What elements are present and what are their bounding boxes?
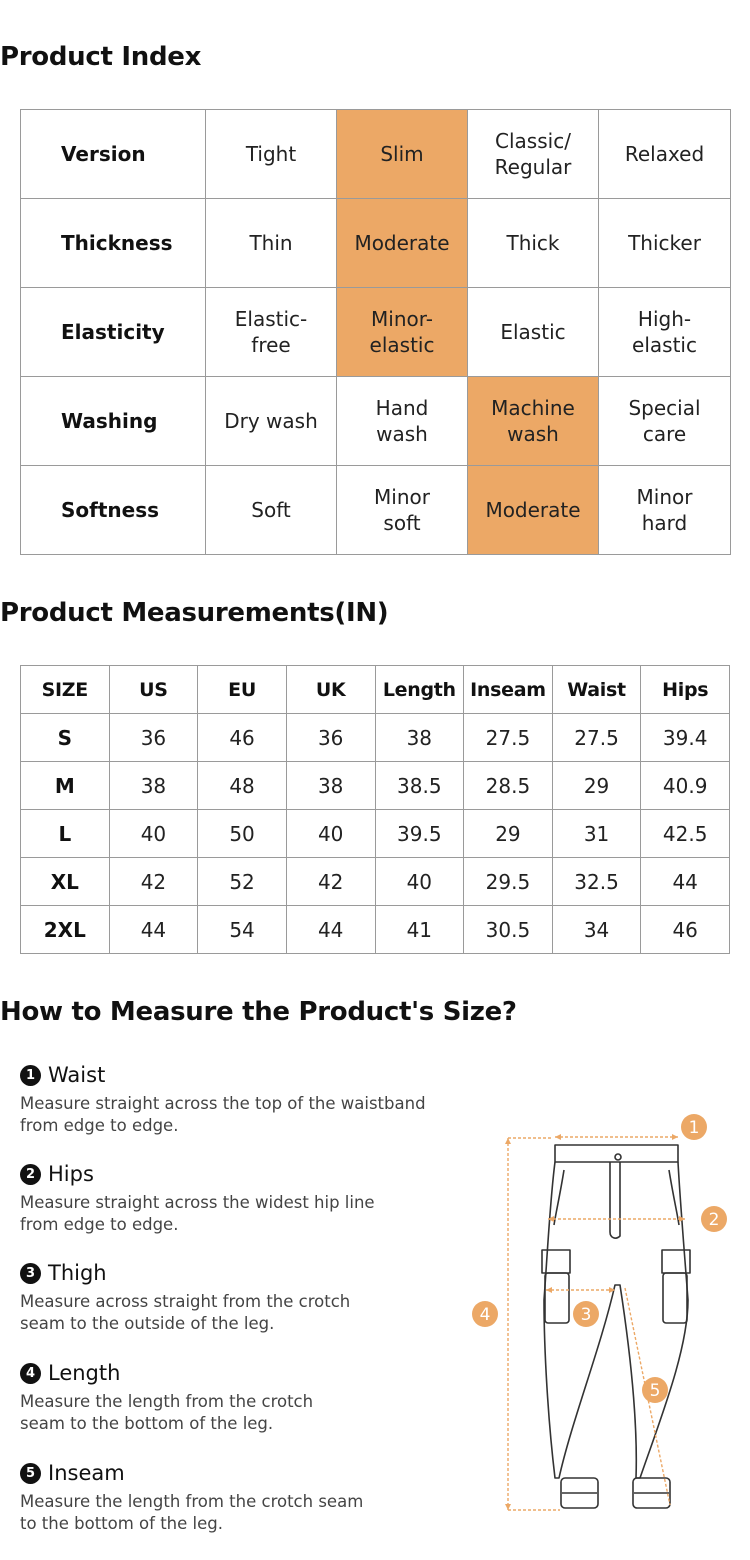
step-description: Measure straight across the widest hip line from edge to edge. [20,1193,375,1234]
measurement-value: 44 [109,906,198,954]
measurements-row [21,762,730,810]
svg-text:1: 1 [688,1118,700,1138]
step-title: Length [48,1361,121,1385]
index-cell: Relaxed [599,110,731,199]
index-cell: Hand wash [337,377,468,466]
marker-4 [472,1301,498,1327]
measurement-value: 38 [286,762,375,810]
measurement-value: 31 [552,810,641,858]
measurements-header-cell: EU [198,666,287,714]
measurement-value: 39.5 [375,810,464,858]
index-cell: Dry wash [206,377,337,466]
measurement-value: 40 [109,810,198,858]
measurement-value: 42 [109,858,198,906]
index-cell-selected: Moderate [337,199,468,288]
step-number-badge: 4 [20,1363,41,1384]
index-row-washing [21,377,731,466]
step-title: Thigh [48,1261,107,1285]
index-cell: Tight [206,110,337,199]
measurement-value: 46 [641,906,730,954]
measurement-value: 40 [286,810,375,858]
measurement-value: 42 [286,858,375,906]
size-label: S [21,714,110,762]
measurement-value: 29 [552,762,641,810]
product-index-title: Product Index [0,42,202,72]
svg-text:5: 5 [649,1381,661,1401]
marker-1 [681,1114,707,1140]
step-number-badge: 3 [20,1263,41,1284]
size-label: 2XL [21,906,110,954]
measurement-value: 36 [286,714,375,762]
measurement-value: 29 [464,810,553,858]
measurement-value: 48 [198,762,287,810]
measurement-value: 40.9 [641,762,730,810]
index-row-thickness [21,199,731,288]
step-description: Measure the length from the crotch seam to the bottom of the leg. [20,1392,314,1433]
size-label: L [21,810,110,858]
measurement-value: 39.4 [641,714,730,762]
index-cell: High- elastic [599,288,731,377]
index-cell: Minor hard [599,466,731,555]
marker-5 [642,1377,668,1403]
measure-step-waist [20,1062,460,1137]
step-title: Hips [48,1162,94,1186]
measure-step-hips [20,1161,460,1236]
measurement-value: 40 [375,858,464,906]
index-cell: Minor soft [337,466,468,555]
measurement-value: 52 [198,858,287,906]
index-row-softness [21,466,731,555]
measurement-value: 44 [641,858,730,906]
measure-step-inseam [20,1460,460,1535]
measurement-value: 38 [375,714,464,762]
step-title: Inseam [48,1461,125,1485]
measurement-value: 46 [198,714,287,762]
index-row-label: Softness [21,466,206,555]
svg-text:3: 3 [580,1305,592,1325]
step-description: Measure across straight from the crotch seam to the outside of the leg. [20,1292,351,1333]
step-title: Waist [48,1063,106,1087]
marker-3 [573,1301,599,1327]
measurements-row [21,858,730,906]
step-description: Measure straight across the top of the waistband from edge to edge. [20,1094,426,1135]
measurements-header-cell: UK [286,666,375,714]
how-to-measure-title: How to Measure the Product's Size? [0,997,517,1027]
svg-text:4: 4 [479,1305,491,1325]
pants-illustration [460,1100,750,1530]
measurements-header-cell: Inseam [464,666,553,714]
measure-step-thigh [20,1260,460,1335]
index-cell-selected: Slim [337,110,468,199]
step-number-badge: 5 [20,1463,41,1484]
index-row-label: Version [21,110,206,199]
index-cell: Thick [468,199,599,288]
index-row-label: Elasticity [21,288,206,377]
measurement-value: 54 [198,906,287,954]
index-row-version [21,110,731,199]
product-index-table [20,109,731,555]
size-label: XL [21,858,110,906]
index-cell: Elastic- free [206,288,337,377]
measurements-header-cell: Hips [641,666,730,714]
index-cell: Classic/ Regular [468,110,599,199]
step-description: Measure the length from the crotch seam to the bottom of the leg. [20,1492,364,1533]
measurements-header-cell: Waist [552,666,641,714]
marker-2 [701,1206,727,1232]
measurements-header-cell: Length [375,666,464,714]
svg-text:2: 2 [708,1210,720,1230]
measurement-value: 29.5 [464,858,553,906]
index-cell-selected: Machine wash [468,377,599,466]
index-row-label: Thickness [21,199,206,288]
measurement-value: 27.5 [552,714,641,762]
index-cell: Soft [206,466,337,555]
measurement-value: 44 [286,906,375,954]
measurements-row [21,906,730,954]
measurement-value: 42.5 [641,810,730,858]
measurement-value: 32.5 [552,858,641,906]
pants-diagram [460,1100,750,1530]
index-cell-selected: Moderate [468,466,599,555]
measurements-row [21,714,730,762]
measurement-value: 38.5 [375,762,464,810]
measurement-value: 27.5 [464,714,553,762]
step-number-badge: 2 [20,1164,41,1185]
measurements-table [20,665,730,954]
index-cell-selected: Minor- elastic [337,288,468,377]
measurement-value: 28.5 [464,762,553,810]
step-number-badge: 1 [20,1065,41,1086]
index-cell: Thicker [599,199,731,288]
index-row-elasticity [21,288,731,377]
size-label: M [21,762,110,810]
index-cell: Special care [599,377,731,466]
measurement-value: 30.5 [464,906,553,954]
index-cell: Elastic [468,288,599,377]
measurements-header-cell: SIZE [21,666,110,714]
measurement-value: 36 [109,714,198,762]
index-cell: Thin [206,199,337,288]
measurements-header-cell: US [109,666,198,714]
measure-step-length [20,1360,460,1435]
index-row-label: Washing [21,377,206,466]
measurements-row [21,810,730,858]
measurement-value: 38 [109,762,198,810]
measurements-title: Product Measurements(IN) [0,598,389,628]
measurement-value: 50 [198,810,287,858]
measurement-value: 34 [552,906,641,954]
measurement-value: 41 [375,906,464,954]
